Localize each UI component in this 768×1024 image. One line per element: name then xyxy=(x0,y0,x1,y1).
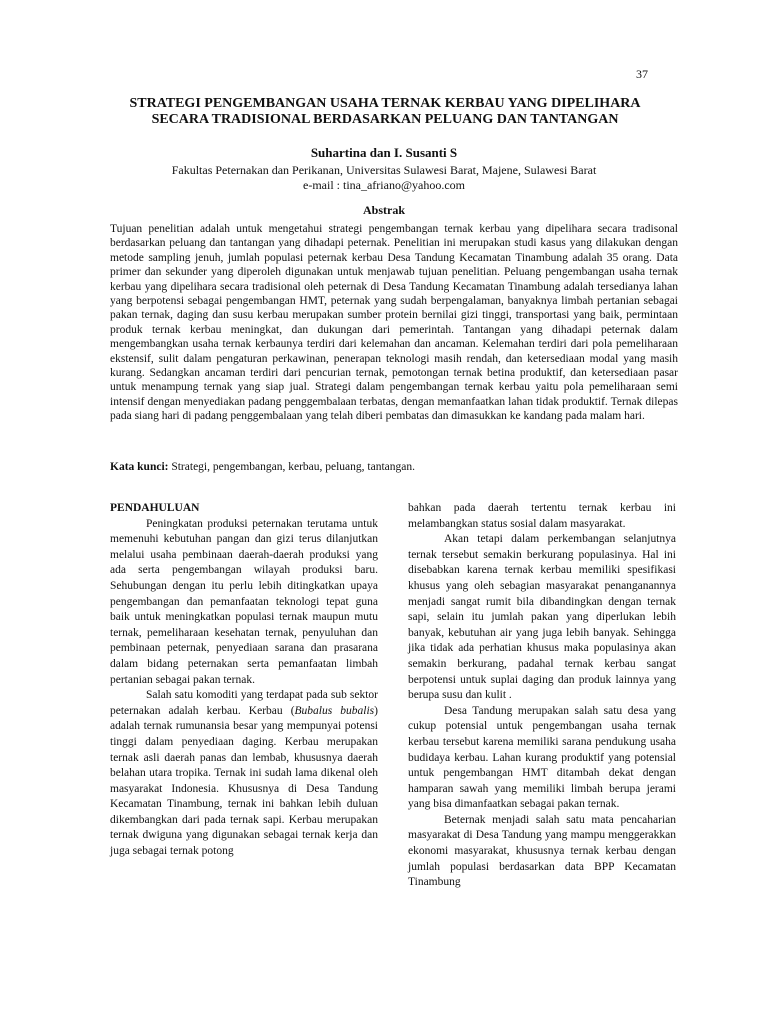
paragraph: Akan tetapi dalam perkembangan selanjutnya ternak tersebut semakin berkurang populasinya. Hal ini disebabkan karena ternak kerbau memiliki spesifikasi khusus yang oleh sebagian masyarakat penanganannya menjadi sangat rumit bila dibandingkan dengan ternak sapi, selain itu jumlah pakan yang diperlukan lebih banyak, kebutuhan air yang juga lebih banyak. Sehingga jika tidak ada perhatian khusus maka populasinya akan semakin berkurang, padahal ternak kerbau sangat berpotensi untuk suplai daging dan produk lainnya yang berupa susu dan kulit . xyxy=(408,533,676,702)
paragraph-text: ) adalah ternak rumunansia besar yang mempunyai potensi tinggi dalam penyediaan daging. Kerbau merupakan ternak asli daerah panas dan lembab, khususnya daerah belahan utara tropika. Ternak ini sudah lama dikenal oleh masyarakat Indonesia. Khususnya di Desa Tandung Kecamatan Tinambung, ternak ini bahkan lebih duluan dikembangkan dari pada ternak sapi. Kerbau merupakan ternak dwiguna yang digunakan sebagai ternak kerja dan juga sebagai ternak potong xyxy=(110,704,378,858)
paragraph-text: Salah satu komoditi yang terdapat pada sub sektor peternakan adalah kerbau. Kerbau ( xyxy=(110,689,378,717)
title-line-2: SECARA TRADISIONAL BERDASARKAN PELUANG DAN TANTANGAN xyxy=(151,112,619,127)
species-name: Bubalus bubalis xyxy=(294,704,375,717)
paper-title xyxy=(80,96,690,128)
paragraph: Peningkatan produksi peternakan terutama untuk memenuhi kebutuhan pangan dan gizi terus dilanjutkan melalui usaha pembinaan daerah-daerah produksi yang ada serta pengembangan wilayah produksi baru. Sehubungan dengan itu perlu lebih ditingkatkan upaya pengembangan dan pemanfaatan teknologi tepat guna baik untuk meningkatkan populasi ternak maupun mutu ternak, pemeliharaan kesehatan ternak, penyuluhan dan pembinaan peternak, penyediaan sarana dan prasarana dalam bidang peternakan serta pemanfaatan limbah pertanian sebagai pakan ternak. xyxy=(110,517,378,686)
right-column xyxy=(408,501,676,891)
paragraph: Desa Tandung merupakan salah satu desa yang cukup potensial untuk pengembangan usaha ternak kerbau tersebut karena memiliki sarana pendukung usaha budidaya kerbau. Lahan kurang produktif yang potensial untuk pengembangan HMT ditambah dekat dengan hamparan sawah yang memiliki limbah berupa jerami yang bisa dimanfaatkan sebagai pakan ternak. xyxy=(408,704,676,811)
paragraph: bahkan pada daerah tertentu ternak kerbau ini melambangkan status sosial dalam masyarakat. xyxy=(408,502,676,530)
paragraph: Beternak menjadi salah satu mata pencaharian masyarakat di Desa Tandung yang mampu menggerakkan ekonomi masyarakat, khususnya ternak kerbau dengan jumlah populasi berdasarkan data BPP Kecamatan Tinambung xyxy=(408,813,676,889)
keywords xyxy=(110,460,678,474)
section-heading: PENDAHULUAN xyxy=(110,502,200,514)
paragraph xyxy=(110,688,378,860)
authors: Suhartina dan I. Susanti S xyxy=(310,145,458,160)
abstract-body: Tujuan penelitian adalah untuk mengetahui strategi pengembangan ternak kerbau yang dipelihara secara tradisonal berdasarkan peluang dan tantangan yang dihadapi peternak. Penelitian ini merupakan studi kasus yang dilakukan dengan metode sampling jenuh, jumlah populasi peternak kerbau Desa Tandung Kecamatan Tinambung adalah 35 orang. Data primer dan sekunder yang diperoleh digunakan untuk menjawab tujuan penelitian. Peluang pengembangan usaha ternak kerbau yang dipelihara secara tradisional oleh peternak di Desa Tandung Kecamatan Tinambung adalah tersedianya lahan yang berpotensi sebagai pengembangan HMT, peternak yang sudah berpengalaman, banyaknya limbah pertanian sebagai pakan ternak, daging dan susu kerbau merupakan sumber protein bernilai gizi tinggi, transportasi yang baik, permintaan produk ternak kerbau meningkat, dan dukungan dari pemerintah. Tantangan yang dihadapi peternak dalam mengembangkan usaha ternak kerbaunya terdiri dari kelemahan dan ancaman. Kelemahan terdiri dari pola pemeliharaan ekstensif, sulit dalam pengaturan perkawinan, penerapan teknologi masih rendah, dan ketersediaan modal yang masih kurang. Sedangkan ancaman terdiri dari pencurian ternak, pemotongan ternak betina produktif, dan ketersediaan pasar untuk menampung ternak yang siap jual. Strategi dalam pengembangan ternak kerbau yaitu pola pemeliharaan semi intensif dengan menyediakan padang penggembalaan terbatas, dengan memanfaatkan lahan tidak produktif. Ternak dilepas pada siang hari di padang penggembalaan yang telah diberi pembatas dan dimasukkan ke kandang pada malam hari. xyxy=(110,223,678,423)
affiliation: Fakultas Peternakan dan Perikanan, Universitas Sulawesi Barat, Majene, Sulawesi Barat xyxy=(171,163,597,177)
left-column xyxy=(110,501,378,860)
title-line-1: STRATEGI PENGEMBANGAN USAHA TERNAK KERBAU YANG DIPELIHARA xyxy=(129,96,641,111)
keywords-text: Strategi, pengembangan, kerbau, peluang, tantangan. xyxy=(168,461,415,473)
contact-email: e-mail : tina_afriano@yahoo.com xyxy=(303,178,465,192)
page-number: 37 xyxy=(636,67,648,81)
keywords-label: Kata kunci: xyxy=(110,461,169,473)
abstract-heading: Abstrak xyxy=(362,203,405,217)
